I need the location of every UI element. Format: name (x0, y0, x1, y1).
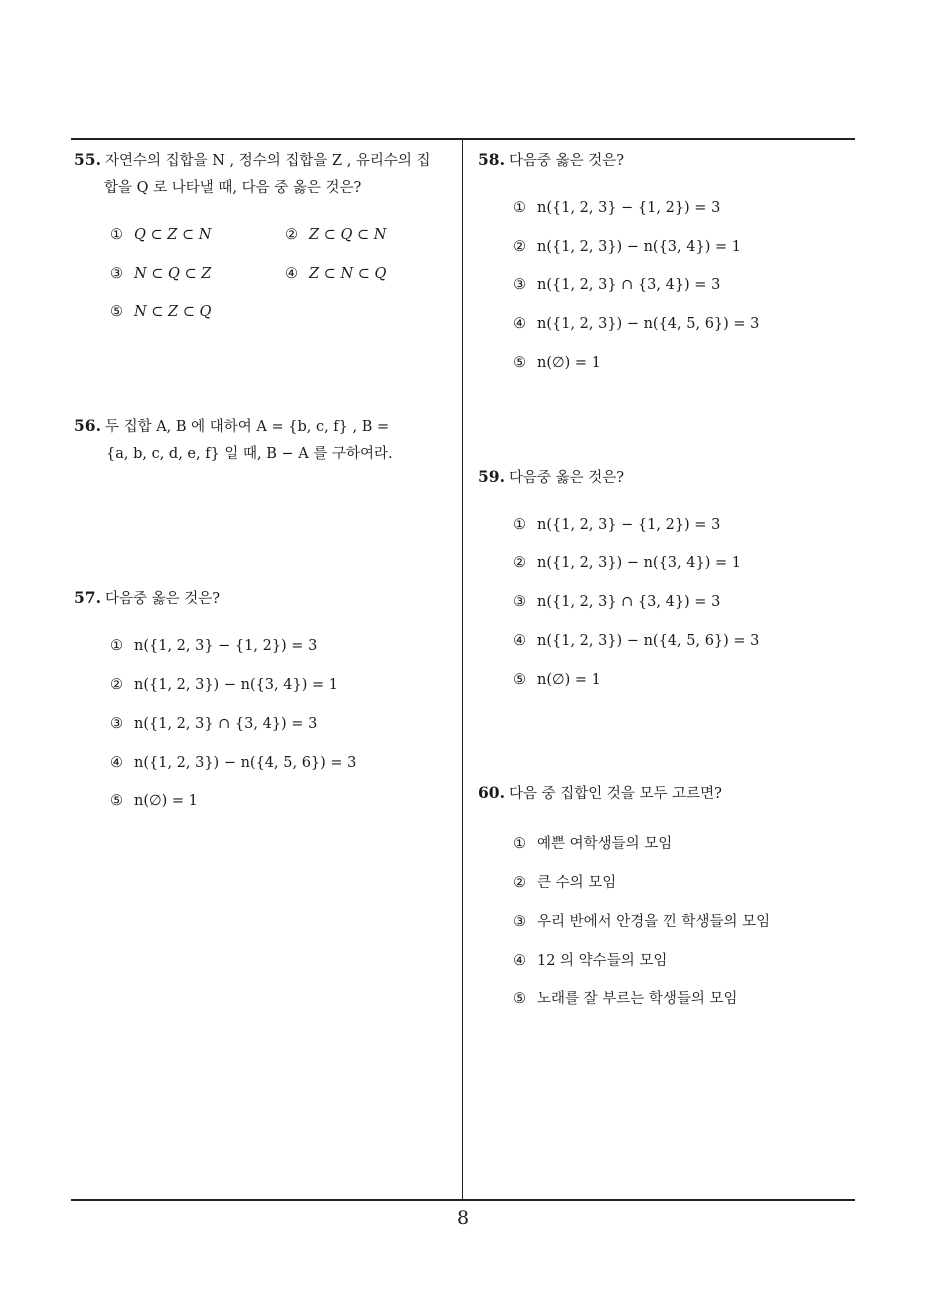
question-56 (74, 412, 458, 468)
q59-option-5[interactable]: ⑤ n(∅) = 1 (513, 672, 601, 688)
question-57 (74, 584, 220, 613)
page-number: 8 (456, 1207, 470, 1229)
question-number: 60. (478, 783, 505, 802)
q57-option-1[interactable]: ① n({1, 2, 3} − {1, 2}) = 3 (110, 638, 318, 654)
q55-option-5[interactable]: ⑤ N ⊂ Z ⊂ Q (110, 304, 212, 320)
q57-option-5[interactable]: ⑤ n(∅) = 1 (110, 793, 198, 809)
q60-option-3[interactable]: ③ 우리 반에서 안경을 낀 학생들의 모임 (513, 914, 771, 930)
q59-option-2[interactable]: ② n({1, 2, 3}) − n({3, 4}) = 1 (513, 555, 741, 571)
question-56-line2: {a, b, c, d, e, f} 일 때, B − A 를 구하여라. (106, 446, 393, 462)
q60-option-1[interactable]: ① 예쁜 여학생들의 모임 (513, 836, 673, 852)
question-58-stem: 다음중 옳은 것은? (508, 153, 625, 169)
q57-option-4[interactable]: ④ n({1, 2, 3}) − n({4, 5, 6}) = 3 (110, 755, 357, 771)
q59-option-1[interactable]: ① n({1, 2, 3} − {1, 2}) = 3 (513, 517, 721, 533)
q58-option-5[interactable]: ⑤ n(∅) = 1 (513, 355, 601, 371)
question-56-line1: 56. 두 집합 A, B 에 대하여 A = {b, c, f} , B = (74, 416, 390, 435)
q55-option-4[interactable]: ④ Z ⊂ N ⊂ Q (285, 266, 387, 282)
q59-option-4[interactable]: ④ n({1, 2, 3}) − n({4, 5, 6}) = 3 (513, 633, 760, 649)
q58-option-2[interactable]: ② n({1, 2, 3}) − n({3, 4}) = 1 (513, 239, 741, 255)
q58-option-3[interactable]: ③ n({1, 2, 3} ∩ {3, 4}) = 3 (513, 277, 721, 293)
q57-option-3[interactable]: ③ n({1, 2, 3} ∩ {3, 4}) = 3 (110, 716, 318, 732)
question-55 (74, 146, 458, 202)
question-number: 58. (478, 150, 505, 169)
q60-option-4[interactable]: ④ 12 의 약수들의 모임 (513, 953, 668, 969)
question-60 (478, 779, 722, 808)
q57-option-2[interactable]: ② n({1, 2, 3}) − n({3, 4}) = 1 (110, 677, 338, 693)
question-number: 57. (74, 588, 101, 607)
q55-option-3[interactable]: ③ N ⊂ Q ⊂ Z (110, 266, 212, 282)
question-number: 56. (74, 416, 101, 435)
q55-option-1[interactable]: ① Q ⊂ Z ⊂ N (110, 227, 212, 243)
question-55-line2: 합을 Q 로 나타낼 때, 다음 중 옳은 것은? (104, 180, 362, 196)
q55-option-2[interactable]: ② Z ⊂ Q ⊂ N (285, 227, 387, 243)
q59-option-3[interactable]: ③ n({1, 2, 3} ∩ {3, 4}) = 3 (513, 594, 721, 610)
question-60-stem: 다음 중 집합인 것을 모두 고르면? (508, 786, 722, 802)
question-number: 59. (478, 467, 505, 486)
question-59 (478, 463, 624, 492)
q60-option-2[interactable]: ② 큰 수의 모임 (513, 875, 617, 891)
question-59-stem: 다음중 옳은 것은? (508, 470, 625, 486)
question-55-line1: 55. 자연수의 집합을 N , 정수의 집합을 Z , 유리수의 집 (74, 150, 431, 169)
question-57-stem: 다음중 옳은 것은? (104, 591, 221, 607)
column-divider (462, 139, 463, 1200)
q60-option-5[interactable]: ⑤ 노래를 잘 부르는 학생들의 모임 (513, 991, 738, 1007)
q58-option-1[interactable]: ① n({1, 2, 3} − {1, 2}) = 3 (513, 200, 721, 216)
question-58 (478, 146, 624, 175)
question-number: 55. (74, 150, 101, 169)
q58-option-4[interactable]: ④ n({1, 2, 3}) − n({4, 5, 6}) = 3 (513, 316, 760, 332)
bottom-rule (71, 1199, 855, 1201)
